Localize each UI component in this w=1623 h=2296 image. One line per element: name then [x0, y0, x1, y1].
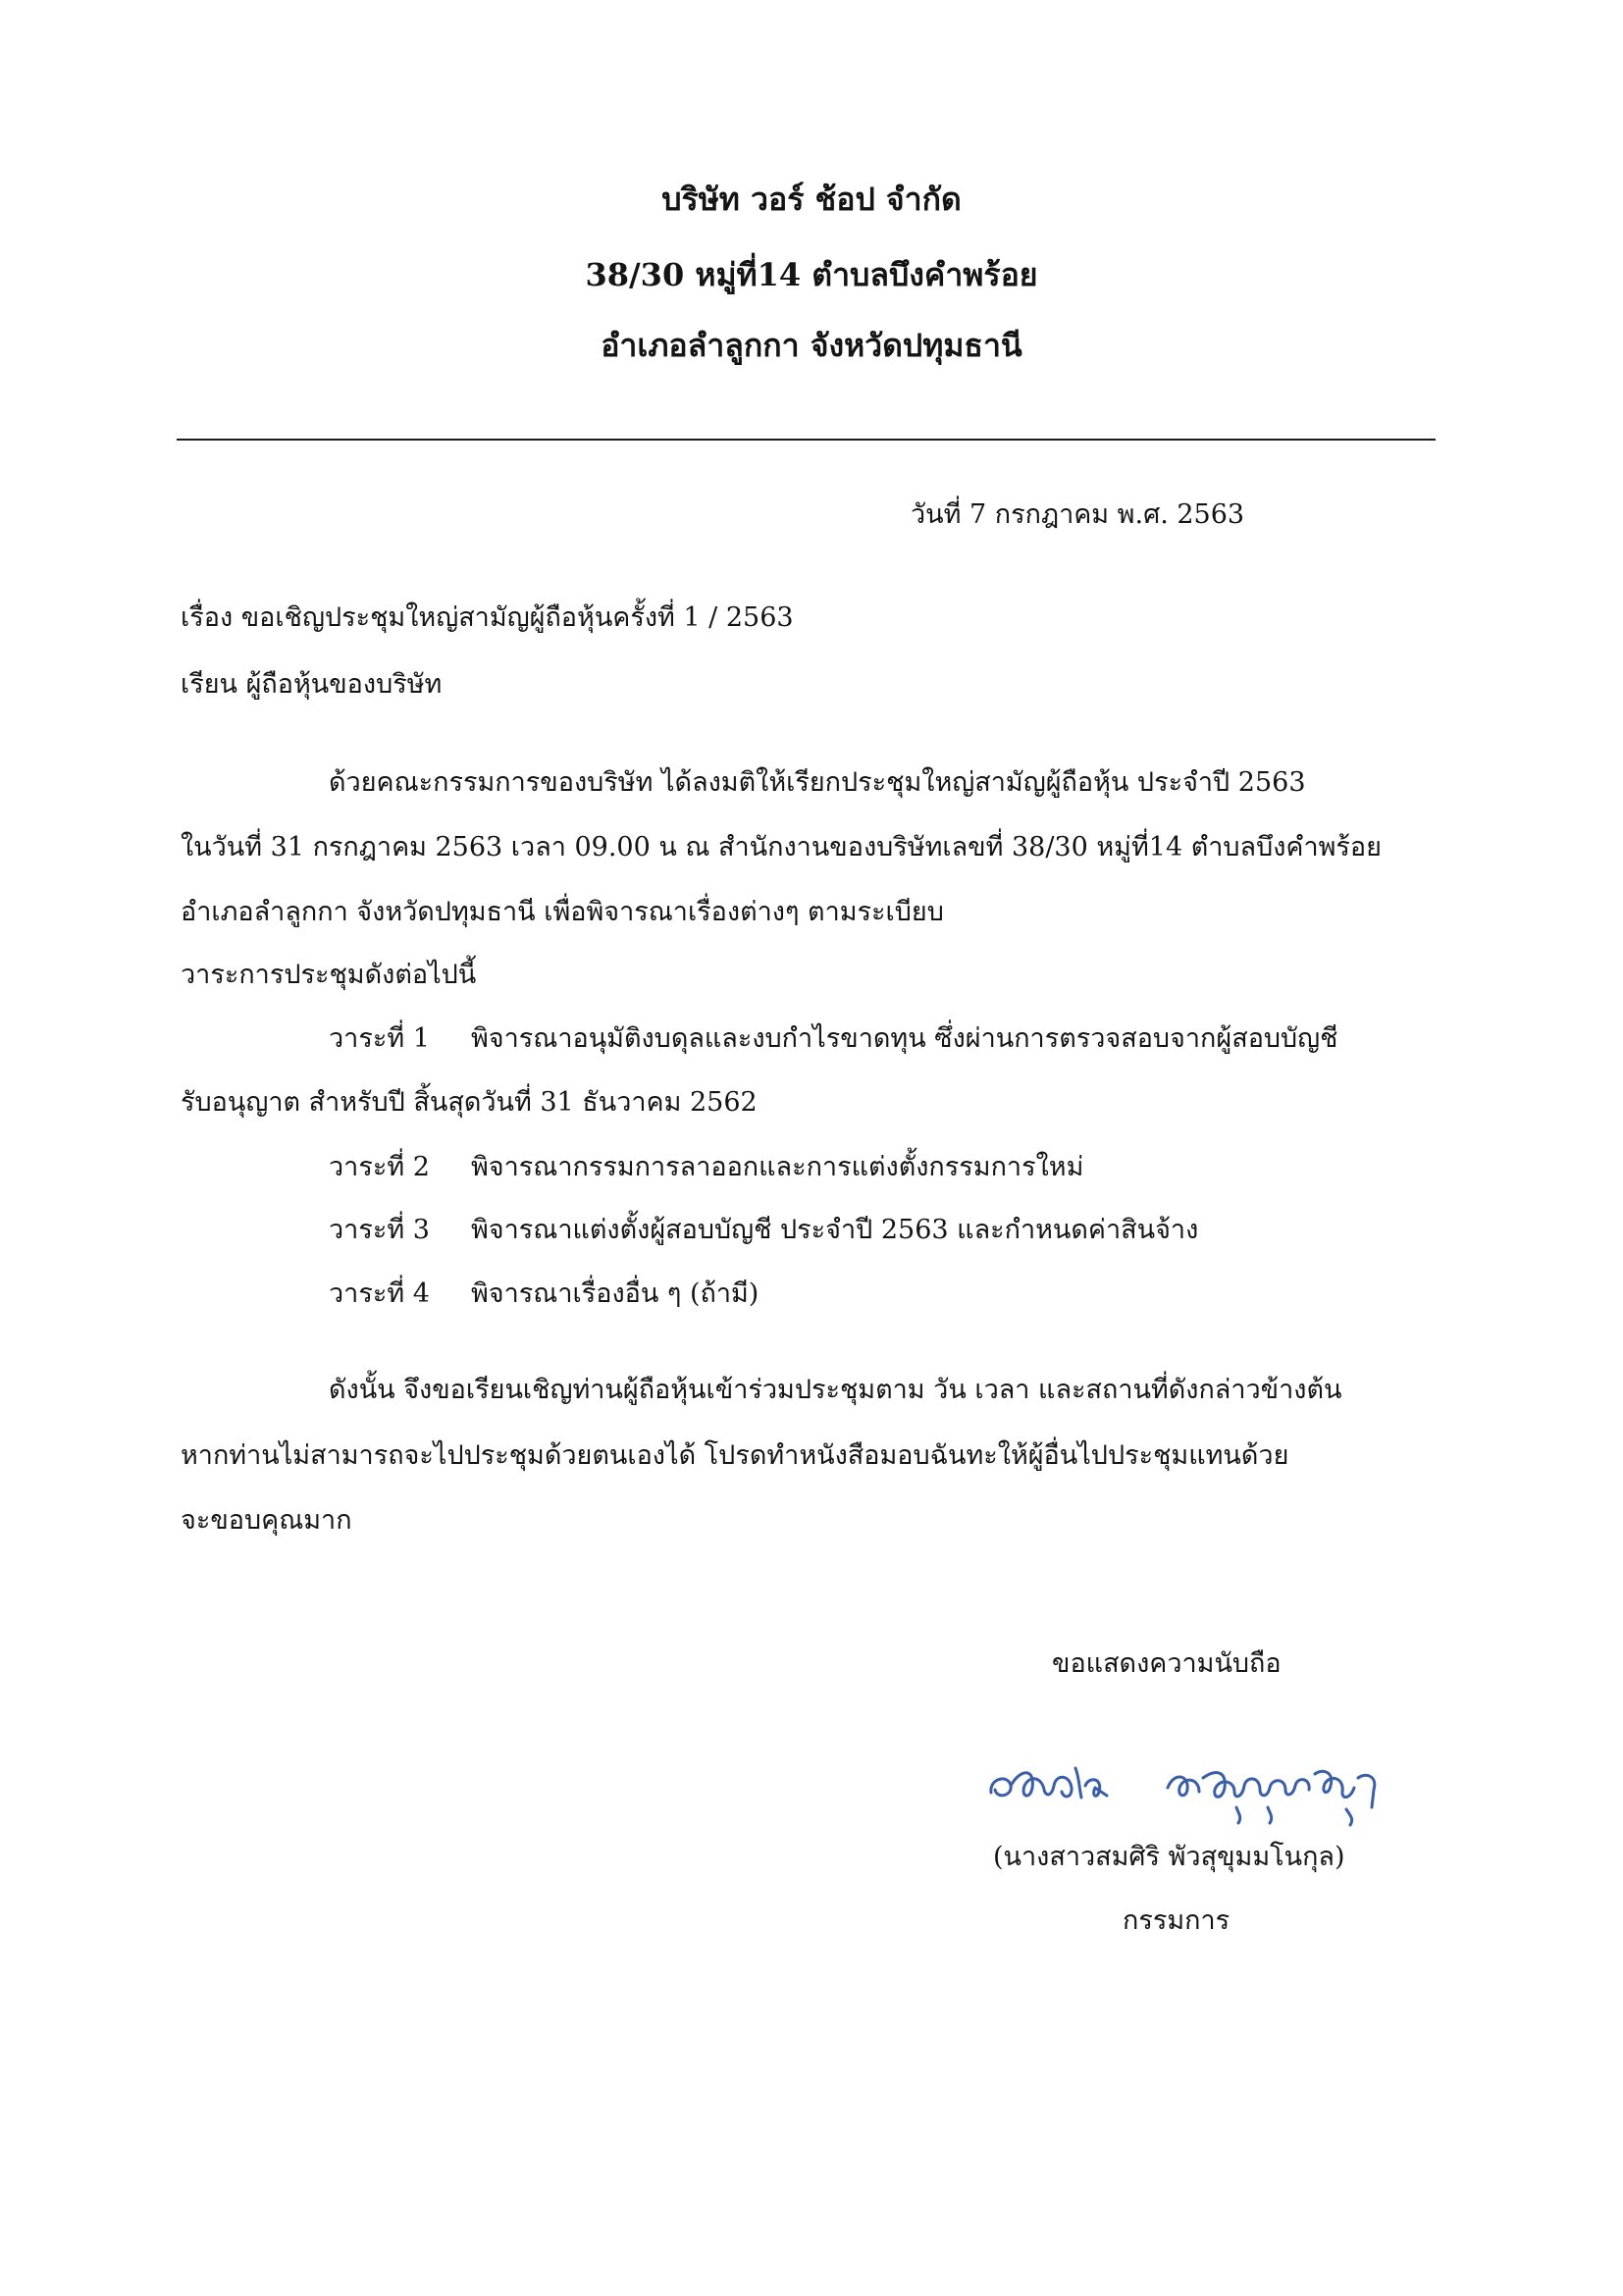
letter-recipient: เรียน ผู้ถือหุ้นของบริษัท — [181, 669, 443, 700]
body-paragraph-line-3: อำเภอลำลูกกา จังหวัดปทุมธานี เพื่อพิจารณาเรื่องต่างๆ ตามระเบียบ — [181, 897, 944, 927]
body-paragraph-line-2: ในวันที่ 31 กรกฎาคม 2563 เวลา 09.00 น ณ สำนักงานของบริษัทเลขที่ 38/30 หมู่ที่14 ตำบลบึงคำพร้อย — [181, 832, 1382, 862]
agenda-intro: วาระการประชุมดังต่อไปนี้ — [181, 960, 477, 990]
company-address-line-2: อำเภอลำลูกกา จังหวัดปทุมธานี — [601, 327, 1022, 364]
closing-paragraph-line-2: หากท่านไม่สามารถจะไปประชุมด้วยตนเองได้ โปรดทำหนังสือมอบฉันทะให้ผู้อื่นไปประชุมแทนด้วย — [181, 1440, 1289, 1471]
agenda-item-2-label: วาระที่ 2 — [329, 1152, 430, 1182]
agenda-item-3-text: พิจารณาแต่งตั้งผู้สอบบัญชี ประจำปี 2563 และกำหนดค่าสินจ้าง — [471, 1215, 1199, 1245]
body-paragraph-line-1: ด้วยคณะกรรมการของบริษัท ได้ลงมติให้เรียกประชุมใหญ่สามัญผู้ถือหุ้น ประจำปี 2563 — [329, 767, 1306, 798]
agenda-item-4-text: พิจารณาเรื่องอื่น ๆ (ถ้ามี) — [471, 1278, 759, 1309]
signatory-name: (นางสาวสมศิริ พัวสุขุมมโนกุล) — [993, 1842, 1345, 1872]
company-address-line-1: 38/30 หมู่ที่14 ตำบลบึงคำพร้อย — [585, 256, 1038, 293]
agenda-item-4-label: วาระที่ 4 — [329, 1278, 430, 1309]
signatory-title: กรรมการ — [1123, 1905, 1230, 1936]
handwritten-signature — [981, 1739, 1413, 1827]
closing-paragraph-line-1: ดังนั้น จึงขอเรียนเชิญท่านผู้ถือหุ้นเข้าร่วมประชุมตาม วัน เวลา และสถานที่ดังกล่าวข้างต้น — [329, 1375, 1342, 1405]
agenda-item-3-label: วาระที่ 3 — [329, 1215, 430, 1245]
letter-date: วันที่ 7 กรกฎาคม พ.ศ. 2563 — [911, 499, 1245, 530]
closing-paragraph-line-3: จะขอบคุณมาก — [181, 1505, 352, 1536]
agenda-item-1-label: วาระที่ 1 — [329, 1023, 430, 1054]
agenda-item-1-continuation: รับอนุญาต สำหรับปี สิ้นสุดวันที่ 31 ธันวาคม 2562 — [181, 1087, 758, 1118]
header-divider — [177, 439, 1436, 441]
company-name: บริษัท วอร์ ช้อป จำกัด — [661, 181, 962, 218]
closing-salutation: ขอแสดงความนับถือ — [1052, 1648, 1282, 1679]
agenda-item-1-text: พิจารณาอนุมัติงบดุลและงบกำไรขาดทุน ซึ่งผ่านการตรวจสอบจากผู้สอบบัญชี — [471, 1023, 1338, 1054]
agenda-item-2-text: พิจารณากรรมการลาออกและการแต่งตั้งกรรมการใหม่ — [471, 1152, 1084, 1182]
letter-subject: เรื่อง ขอเชิญประชุมใหญ่สามัญผู้ถือหุ้นครั้งที่ 1 / 2563 — [181, 602, 794, 633]
